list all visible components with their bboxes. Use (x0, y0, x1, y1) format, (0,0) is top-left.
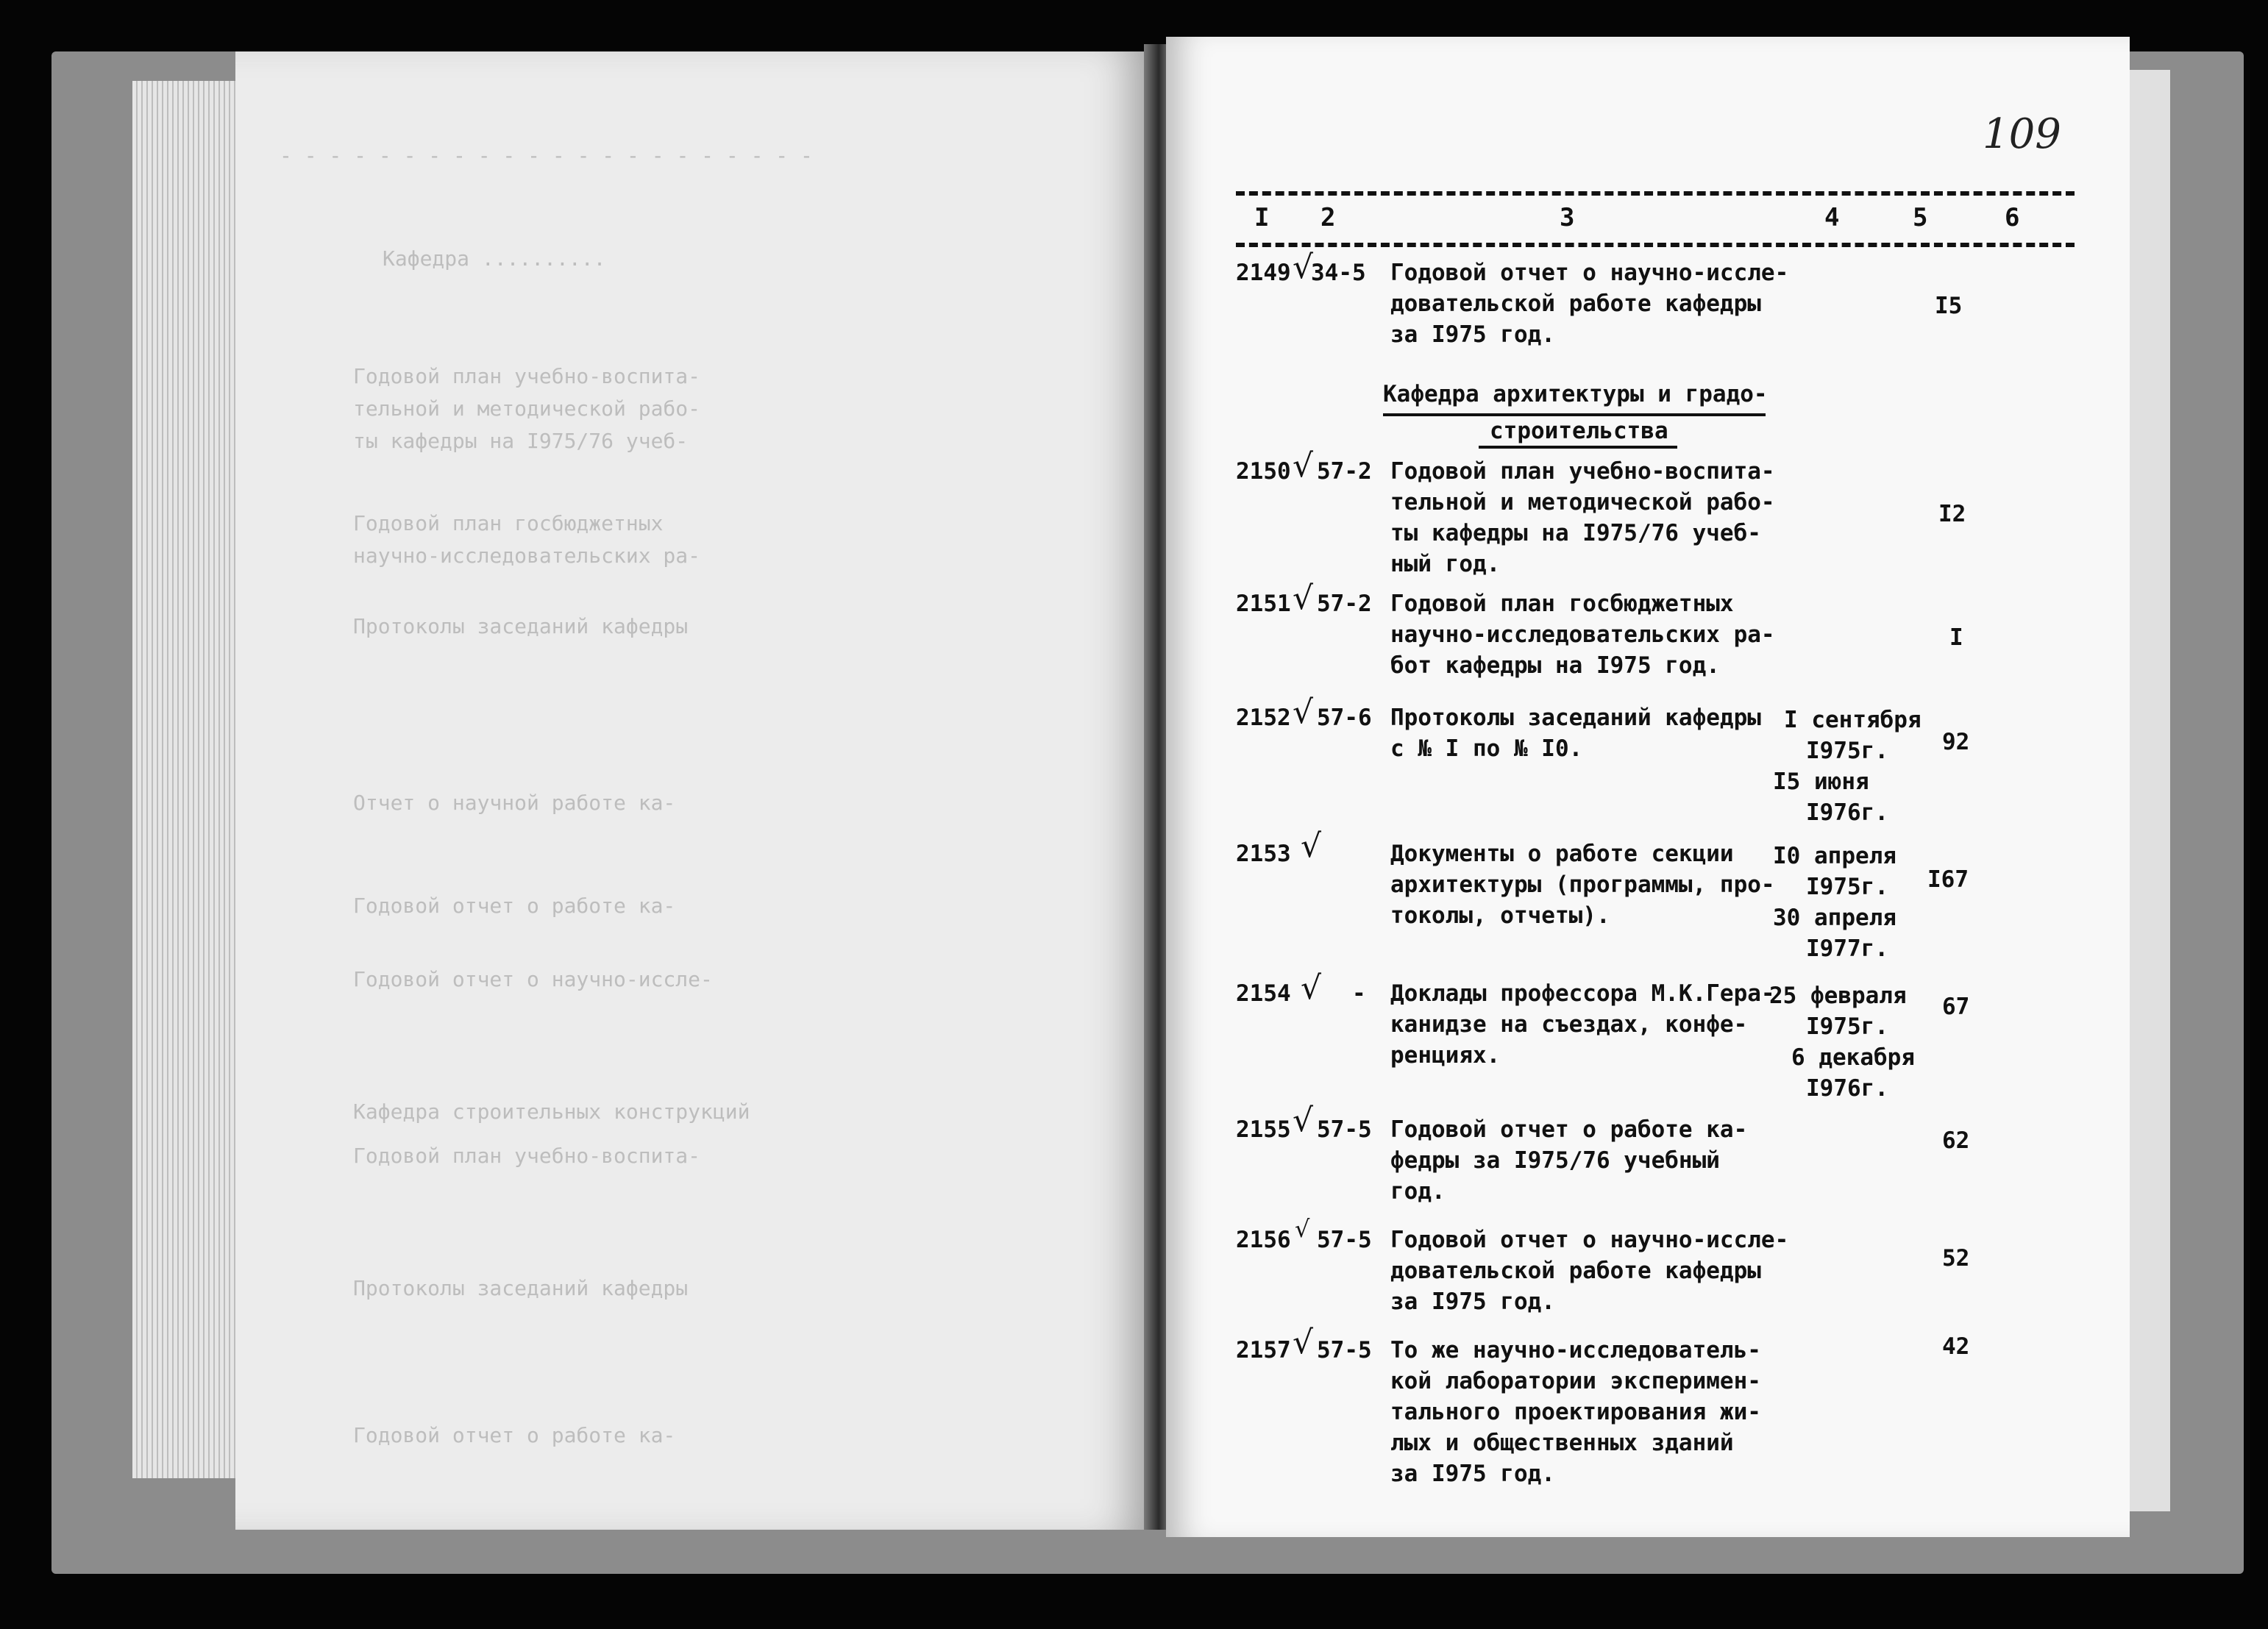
section-heading: строительства (1490, 418, 1668, 444)
check-mark-icon: √ (1301, 969, 1322, 1007)
date-range: I975г. (1806, 874, 1888, 900)
sheet-count: 42 (1942, 1333, 1970, 1360)
date-range: I976г. (1806, 799, 1888, 826)
date-range: I0 апреля (1773, 843, 1896, 869)
date-range: 25 февраля (1769, 983, 1907, 1009)
entry-title: с № I по № I0. (1390, 735, 1583, 762)
entry-title: То же научно-исследователь- (1390, 1337, 1761, 1364)
entry-number: 2150 (1236, 458, 1291, 485)
date-range: I977г. (1806, 935, 1888, 962)
entry-title: Годовой отчет о научно-иссле- (1390, 1227, 1789, 1253)
entry-title: ренциях. (1390, 1042, 1501, 1069)
entry-number: 2154 (1236, 980, 1291, 1007)
section-underline (1479, 446, 1677, 449)
date-range: I сентября (1784, 707, 1922, 733)
entry-title: ты кафедры на I975/76 учеб- (1390, 520, 1761, 546)
check-mark-icon: √ (1295, 1215, 1310, 1243)
col-4: 4 (1824, 203, 1840, 232)
check-mark-icon: √ (1293, 1324, 1314, 1361)
entry-title: канидзе на съездах, конфе- (1390, 1011, 1748, 1038)
date-range: I5 июня (1773, 769, 1869, 795)
entry-title: за I975 год. (1390, 1461, 1555, 1487)
entry-title: Документы о работе секции (1390, 841, 1734, 867)
entry-code: 57-2 (1317, 458, 1372, 485)
entry-number: 2149 (1236, 260, 1291, 286)
entry-title: Годовой отчет о работе ка- (1390, 1116, 1748, 1143)
check-mark-icon: √ (1293, 694, 1314, 731)
col-3: 3 (1560, 203, 1575, 232)
folio-number: 109 (1983, 110, 2061, 158)
check-mark-icon: √ (1293, 249, 1314, 286)
check-mark-icon: √ (1293, 580, 1314, 617)
page-edges (132, 81, 250, 1478)
entry-number: 2153 (1236, 841, 1291, 867)
entry-title: ный год. (1390, 551, 1501, 577)
entry-title: бот кафедры на I975 год. (1390, 652, 1720, 679)
entry-title: за I975 год. (1390, 1288, 1555, 1315)
date-range: 30 апреля (1773, 905, 1896, 931)
sheet-count: I2 (1938, 501, 1966, 527)
entry-code: 34-5 (1311, 260, 1366, 286)
date-range: I976г. (1806, 1075, 1888, 1102)
entry-code: 57-5 (1317, 1116, 1372, 1143)
sheet-count: 62 (1942, 1127, 1970, 1154)
entry-code: 57-5 (1317, 1337, 1372, 1364)
sheet-count: I (1949, 624, 1963, 651)
sheet-count: I5 (1935, 293, 1963, 319)
entry-title: Годовой отчет о научно-иссле- (1390, 260, 1789, 286)
entry-title: тального проектирования жи- (1390, 1399, 1761, 1425)
sheet-count: I67 (1927, 866, 1969, 893)
entry-number: 2156 (1236, 1227, 1291, 1253)
entry-title: за I975 год. (1390, 321, 1555, 348)
entry-number: 2157 (1236, 1337, 1291, 1364)
entry-title: Годовой план госбюджетных (1390, 591, 1734, 617)
date-range: I975г. (1806, 1013, 1888, 1040)
section-heading: Кафедра архитектуры и градо- (1383, 381, 1768, 407)
entry-title: тельной и методической рабо- (1390, 489, 1775, 516)
entry-title: федры за I975/76 учебный (1390, 1147, 1720, 1174)
sheet-count: 67 (1942, 994, 1970, 1020)
left-page: - - - - - - - - - - - - - - - - - - - - - - Кафедра .......... Годовой план учебно-воспита- тельной и методической рабо- ты кафедры на I975/76 учеб- Годовой план госбюджетных научно-исследовательских ра- Протоколы заседаний кафедры Отчет о научной работе ка- Годовой отчет о работе ка- Годовой отчет о научно-иссле- Кафедра строительных конструкций Годовой план учебно-воспита- Протоколы заседаний кафедры Годовой отчет о работе ка- (235, 51, 1155, 1530)
entry-title: Годовой план учебно-воспита- (1390, 458, 1775, 485)
entry-code: - (1352, 980, 1366, 1007)
entry-number: 2152 (1236, 705, 1291, 731)
entry-title: Доклады профессора М.К.Гера- (1390, 980, 1775, 1007)
entry-title: год. (1390, 1178, 1446, 1205)
col-6: 6 (2005, 203, 2020, 232)
entry-title: архитектуры (программы, про- (1390, 871, 1775, 898)
check-mark-icon: √ (1301, 827, 1322, 865)
sheet-count: 92 (1942, 729, 1970, 755)
entry-title: токолы, отчеты). (1390, 902, 1610, 929)
entry-title: довательской работе кафедры (1390, 1258, 1761, 1284)
entry-number: 2155 (1236, 1116, 1291, 1143)
check-mark-icon: √ (1293, 447, 1314, 485)
col-2: 2 (1320, 203, 1336, 232)
entry-title: кой лаборатории эксперимен- (1390, 1368, 1761, 1394)
sheet-count: 52 (1942, 1245, 1970, 1272)
entry-number: 2151 (1236, 591, 1291, 617)
entry-title: довательской работе кафедры (1390, 290, 1761, 317)
check-mark-icon: √ (1293, 1102, 1314, 1139)
col-1: I (1254, 203, 1270, 232)
date-range: I975г. (1806, 738, 1888, 764)
entry-title: лых и общественных зданий (1390, 1430, 1734, 1456)
entry-code: 57-5 (1317, 1227, 1372, 1253)
entry-title: научно-исследовательских ра- (1390, 621, 1775, 648)
col-5: 5 (1913, 203, 1928, 232)
entry-code: 57-6 (1317, 705, 1372, 731)
table-header (1236, 184, 2075, 250)
entry-title: Протоколы заседаний кафедры (1390, 705, 1761, 731)
date-range: 6 декабря (1791, 1044, 1915, 1071)
entry-code: 57-2 (1317, 591, 1372, 617)
